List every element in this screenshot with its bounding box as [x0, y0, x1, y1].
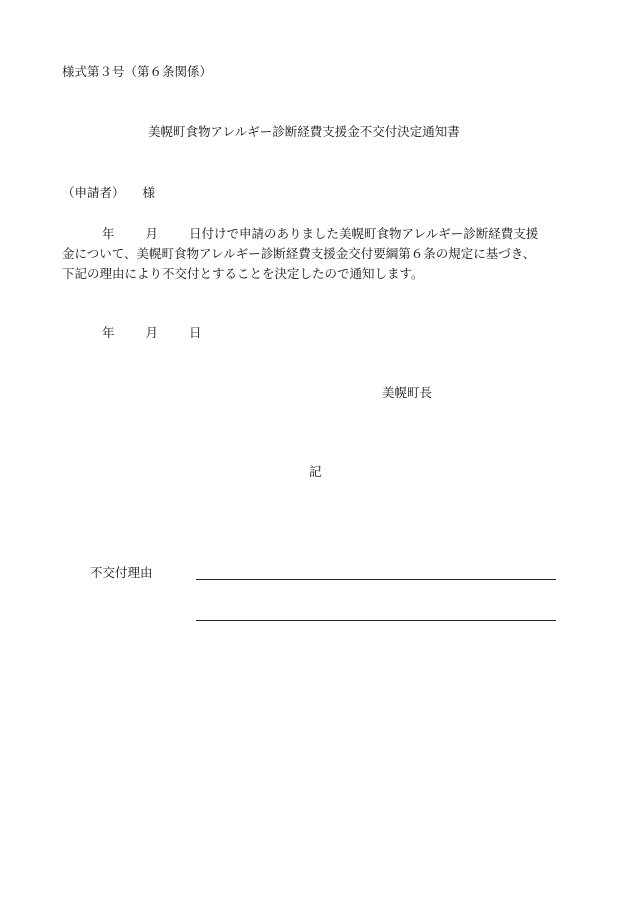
document-title: 美幌町食物アレルギー診断経費支援金不交付決定通知書	[148, 124, 460, 139]
body-line-1	[62, 228, 538, 241]
notice-date	[62, 327, 202, 340]
issuer: 美幌町長	[382, 385, 433, 400]
reason-label: 不交付理由	[90, 565, 153, 580]
ki-heading: 記	[309, 464, 322, 479]
reason-blank-line[interactable]	[196, 620, 556, 621]
reason-blank-line[interactable]	[196, 579, 556, 580]
applicant-label: （申請者）	[62, 185, 125, 200]
notice-day-label: 日	[189, 325, 202, 340]
body-line-3: 下記の理由により不交付とすることを決定したので通知します。	[62, 266, 424, 281]
notice-year-label: 年	[102, 325, 115, 340]
addressee	[62, 187, 155, 200]
form-number: 様式第３号（第６条関係）	[62, 64, 213, 79]
body-line-2: 金について、美幌町食物アレルギー診断経費支援金交付要綱第６条の規定に基づき、	[62, 246, 536, 261]
application-day-text: 日付けで申請のありました美幌町食物アレルギー診断経費支援	[189, 226, 539, 241]
application-year-label: 年	[102, 226, 115, 241]
honorific: 様	[142, 185, 156, 200]
application-month-label: 月	[145, 226, 159, 241]
notice-month-label: 月	[145, 325, 159, 340]
